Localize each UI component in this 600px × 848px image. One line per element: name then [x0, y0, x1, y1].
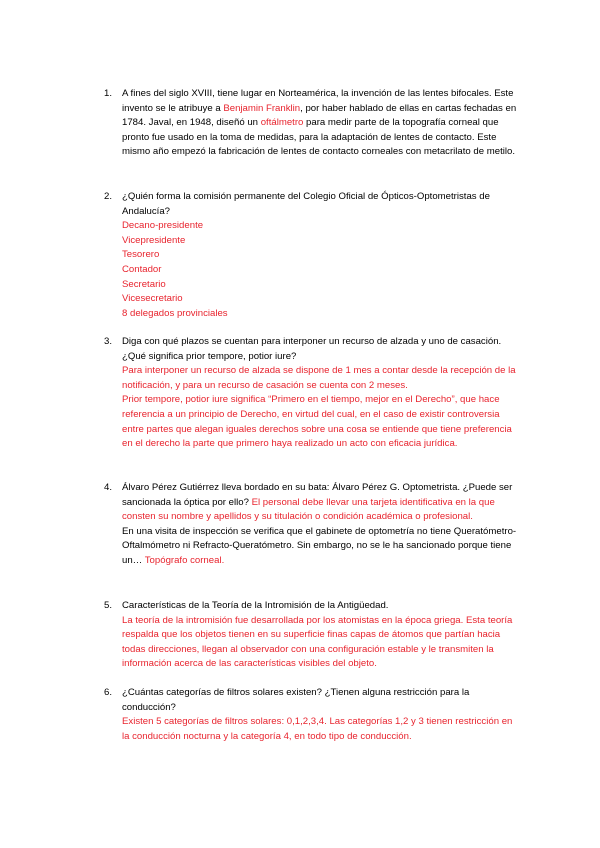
answer-item: Contador	[122, 263, 162, 275]
answer-item: Decano-presidente	[122, 220, 204, 232]
answer-item: Vicepresidente	[122, 234, 186, 246]
question-number: 5.	[104, 600, 113, 611]
answer-item: Vicesecretario	[122, 293, 183, 305]
answer-text: El personal debe llevar una tarjeta identificativa en la que consten su nombre y apellidos y su titulación o condición académica o profesional.	[122, 496, 495, 523]
question-text: ¿Cuántas categorías de filtros solares existen? ¿Tienen alguna restricción para la conducción?	[122, 687, 470, 713]
question-number: 2.	[104, 191, 113, 202]
answer-highlight: oftálmetro	[260, 117, 304, 129]
question-text: Características de la Teoría de la Intromisión de la Antigüedad.	[122, 600, 389, 611]
question-5-body	[122, 599, 518, 672]
answer-highlight: Benjamin Franklin	[223, 102, 301, 114]
answer-item: Tesorero	[122, 249, 160, 261]
question-number: 1.	[104, 88, 113, 99]
question-2-body	[122, 190, 518, 321]
question-number: 3.	[104, 336, 113, 347]
question-text: Diga con qué plazos se cuentan para interponer un recurso de alzada y uno de casación. ¿Qué significa prior tempore, potior iure?	[122, 336, 502, 362]
answer-text: Para interponer un recurso de alzada se dispone de 1 mes a contar desde la recepción de la notificación, y para un recurso de casación se cuenta con 2 meses.	[122, 365, 516, 391]
question-text: para medir parte de la topografía corneal que pronto fue usado en la toma de medidas, para la adaptación de lentes de contacto. Este mismo año empezó la fabricación de lentes de contacto corneales con metacrilato de metilo.	[122, 117, 516, 158]
answer-item: 8 delegados provinciales	[122, 307, 228, 319]
answer-text: Topógrafo corneal.	[144, 554, 225, 566]
answer-text: Prior tempore, potior iure significa “Primero en el tiempo, mejor en el Derecho”, que hace referencia a un principio de Derecho, en virtud del cual, en el caso de existir controversia entre partes que alegan iguales derechos sobre una cosa se entiende que tiene preferencia en el derecho la parte que primero haya realizado un acto con eficacia jurídica.	[122, 394, 512, 450]
question-text: Álvaro Pérez Gutiérrez lleva bordado en su bata: Álvaro Pérez G. Optometrista. ¿Puede ser sancionada la óptica por ello?	[122, 482, 513, 508]
question-text: ¿Quién forma la comisión permanente del Colegio Oficial de Ópticos-Optometristas de Andalucía?	[122, 191, 490, 217]
question-number: 6.	[104, 687, 113, 698]
question-3-body	[122, 335, 518, 452]
answer-text: Existen 5 categorías de filtros solares: 0,1,2,3,4. Las categorías 1,2 y 3 tienen restricción en la conducción nocturna y la categoría 4, en todo tipo de conducción.	[122, 716, 513, 742]
question-text: , por haber hablado de ellas en cartas fechadas en 1784. Javal, en 1948, diseñó un	[122, 102, 517, 129]
question-1-body	[122, 87, 518, 160]
answer-list	[122, 219, 518, 321]
question-text: En una visita de inspección se verifica que el gabinete de optometría no tiene Queratómetro-Oftalmómetro ni Refracto-Queratómetro. Sin embargo, no se le ha sancionado porque tiene un…	[122, 525, 517, 566]
question-6-body	[122, 686, 518, 744]
question-text: A fines del siglo XVIII, tiene lugar en Norteamérica, la invención de las lentes bifocales. Este invento se le atribuye a	[122, 88, 514, 114]
question-number: 4.	[104, 482, 113, 493]
question-4-body	[122, 481, 518, 569]
answer-text: La teoría de la intromisión fue desarrollada por los atomistas en la época griega. Esta teoría respalda que los objetos tienen en su superficie finas capas de átomos que partían hacia todas direcciones, llegan al observador con una configuración estable y le transmiten la información acerca de las características visibles del objeto.	[122, 614, 513, 670]
answer-item: Secretario	[122, 278, 166, 290]
